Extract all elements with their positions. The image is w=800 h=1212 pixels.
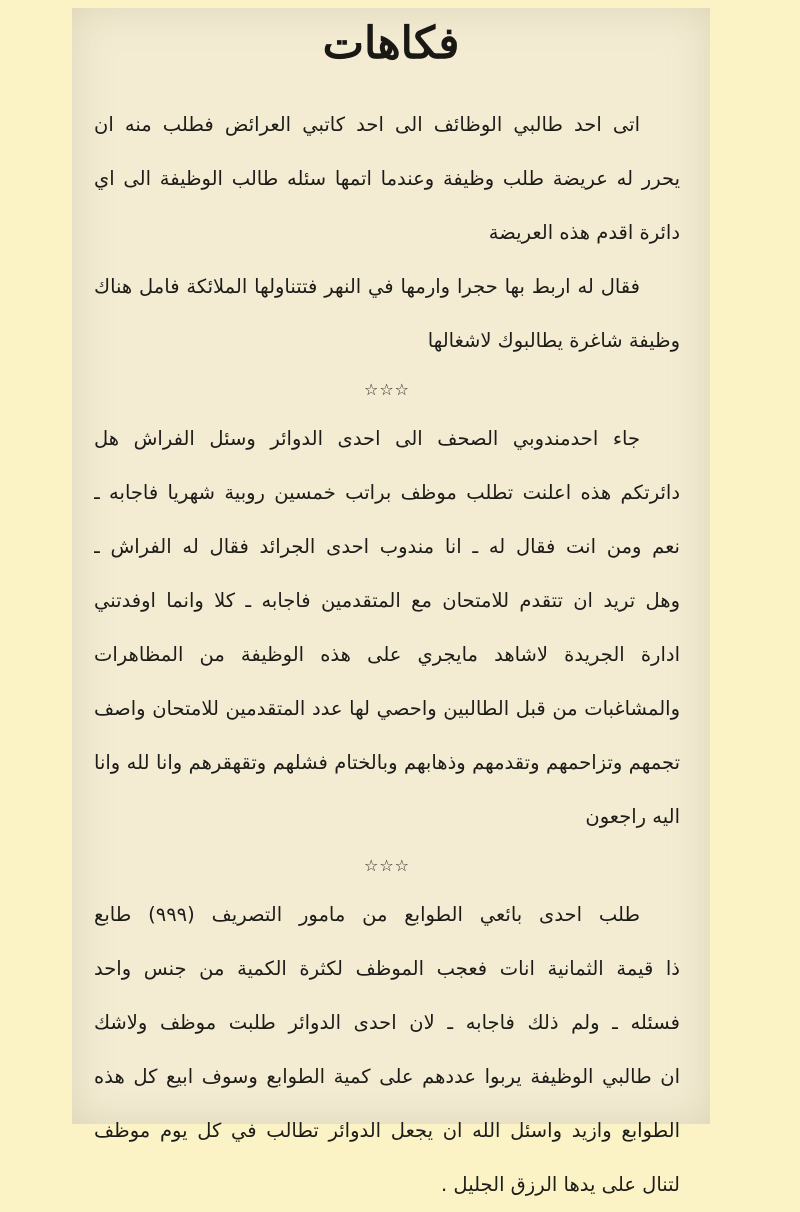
anecdote-1 xyxy=(94,98,680,368)
text-line: جاء احدمندوبي الصحف الى احدى الدوائر وسئل الفراش هل xyxy=(94,427,640,450)
text-line: فسئله ـ ولم ذلك فاجابه ـ لان احدى الدوائر طلبت موظف ولاشك xyxy=(94,1011,680,1034)
newspaper-page xyxy=(72,8,710,1196)
article-body xyxy=(94,98,680,1212)
text-line: اتى احد طالبي الوظائف الى احد كاتبي العرائض فطلب منه ان xyxy=(94,113,640,136)
section-separator: ☆☆☆ xyxy=(363,380,411,399)
text-line: ذا قيمة الثمانية انات فعجب الموظف لكثرة الكمية من جنس واحد xyxy=(94,957,680,980)
text-line: والمشاغبات من قبل الطالبين واحصي لها عدد المتقدمين للامتحان واصف xyxy=(94,697,680,720)
text-line: وظيفة شاغرة يطالبوك لاشغالها xyxy=(427,329,680,352)
text-line: ادارة الجريدة لاشاهد مايجري على هذه الوظيفة من المظاهرات xyxy=(94,643,680,666)
text-line: الطوابع وازيد واسئل الله ان يجعل الدوائر تطالب في كل يوم موظف xyxy=(94,1119,680,1142)
text-line: اليه راجعون xyxy=(585,805,680,828)
section-separator: ☆☆☆ xyxy=(363,856,411,875)
text-line: ان طالبي الوظيفة يربوا عددهم على كمية الطوابع وسوف ابيع كل هذه xyxy=(94,1065,680,1088)
text-line: لتنال على يدها الرزق الجليل . xyxy=(441,1173,680,1196)
text-line: وهل تريد ان تتقدم للامتحان مع المتقدمين فاجابه ـ كلا وانما اوفدتني xyxy=(94,589,680,612)
text-line: طلب احدى بائعي الطوابع من مامور التصريف (٩٩٩) طابع xyxy=(94,903,640,926)
text-line: نعم ومن انت فقال له ـ انا مندوب احدى الجرائد فقال له الفراش ـ xyxy=(94,535,680,558)
text-line: فقال له اربط بها حجرا وارمها في النهر فتتناولها الملائكة فامل هناك xyxy=(94,275,640,298)
text-line: دائرة اقدم هذه العريضة xyxy=(488,221,680,244)
text-line: يحرر له عريضة طلب وظيفة وعندما اتمها سئله طالب الوظيفة الى اي xyxy=(94,167,680,190)
anecdote-3 xyxy=(94,888,680,1212)
page-title: فكاهات xyxy=(322,18,460,69)
anecdote-2 xyxy=(94,412,680,844)
text-line: دائرتكم هذه اعلنت تطلب موظف براتب خمسين روبية شهريا فاجابه ـ xyxy=(94,481,680,504)
text-line: تجمهم وتزاحمهم وتقدمهم وذهابهم وبالختام فشلهم وتقهقرهم وانا لله وانا xyxy=(94,751,680,774)
